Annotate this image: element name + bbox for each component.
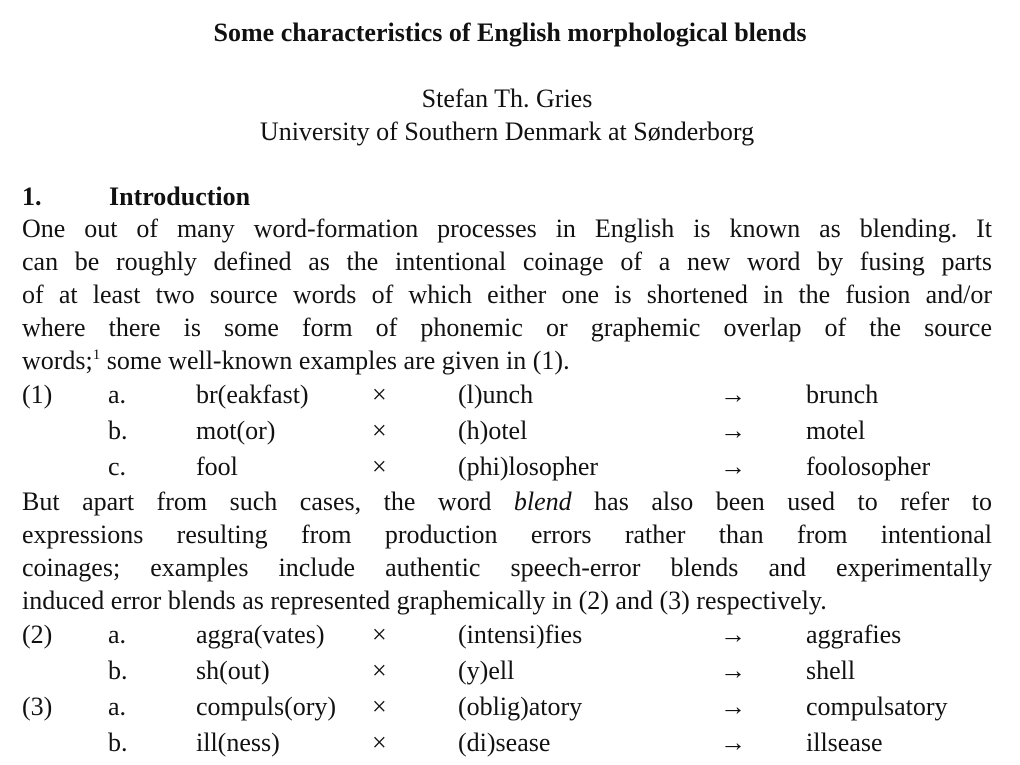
source-word-2: (y)ell bbox=[458, 656, 515, 685]
arrow-right-icon: → bbox=[720, 452, 746, 481]
text-line: can be roughly defined as the intentional coinage of a new word by fusing parts bbox=[22, 247, 992, 276]
blend-result: brunch bbox=[806, 380, 879, 409]
arrow-right-icon: → bbox=[720, 416, 746, 445]
blend-result: compulsatory bbox=[806, 692, 948, 721]
times-icon: × bbox=[372, 692, 387, 721]
text-line: of at least two source words of which either one is shortened in the fusion and/or bbox=[22, 280, 992, 309]
arrow-right-icon: → bbox=[720, 692, 746, 721]
source-word-1: compuls(ory) bbox=[196, 692, 337, 721]
arrow-right-icon: → bbox=[720, 620, 746, 649]
example-row bbox=[22, 414, 1002, 450]
text-fragment: some well-known examples are given in (1). bbox=[100, 346, 570, 375]
text-line: coinages; examples include authentic speech-error blends and experimentally bbox=[22, 553, 992, 582]
author-affiliation: University of Southern Denmark at Sønderborg bbox=[259, 117, 755, 146]
section-title: Introduction bbox=[109, 182, 251, 211]
blend-result: shell bbox=[806, 656, 856, 685]
blend-result: motel bbox=[806, 416, 866, 445]
text-fragment: But apart from such cases, the word bbox=[22, 487, 514, 516]
example-row bbox=[22, 654, 1002, 690]
source-word-2: (intensi)fies bbox=[458, 620, 583, 649]
footnote-marker: 1 bbox=[92, 347, 101, 363]
source-word-2: (oblig)atory bbox=[458, 692, 583, 721]
example-letter: a. bbox=[108, 620, 127, 649]
paper-title: Some characteristics of English morphological blends bbox=[213, 18, 807, 47]
example-number: (2) bbox=[22, 620, 53, 649]
times-icon: × bbox=[372, 452, 387, 481]
text-line: where there is some form of phonemic or graphemic overlap of the source bbox=[22, 313, 992, 342]
arrow-right-icon: → bbox=[720, 380, 746, 409]
source-word-2: (phi)losopher bbox=[458, 452, 599, 481]
text-line: expressions resulting from production errors rather than from intentional bbox=[22, 520, 992, 549]
text-line bbox=[22, 485, 992, 518]
source-word-1: fool bbox=[196, 452, 238, 481]
source-word-2: (h)otel bbox=[458, 416, 528, 445]
paragraph-second bbox=[22, 485, 992, 617]
example-row bbox=[22, 618, 1002, 654]
example-number: (3) bbox=[22, 692, 53, 721]
example-row bbox=[22, 690, 1002, 726]
text-fragment: words; bbox=[22, 346, 93, 375]
section-heading bbox=[22, 180, 250, 214]
example-letter: a. bbox=[108, 380, 127, 409]
blend-result: illsease bbox=[806, 728, 883, 757]
source-word-2: (di)sease bbox=[458, 728, 551, 757]
blend-result: aggrafies bbox=[806, 620, 902, 649]
text-line: One out of many word-formation processes in English is known as blending. It bbox=[22, 214, 992, 243]
example-letter: b. bbox=[108, 656, 128, 685]
times-icon: × bbox=[372, 728, 387, 757]
arrow-right-icon: → bbox=[720, 728, 746, 757]
blend-result: foolosopher bbox=[806, 452, 931, 481]
italic-term: blend bbox=[513, 487, 572, 516]
source-word-1: aggra(vates) bbox=[196, 620, 325, 649]
example-letter: b. bbox=[108, 728, 128, 757]
text-line: induced error blends as represented graphemically in (2) and (3) respectively. bbox=[22, 586, 827, 615]
source-word-1: sh(out) bbox=[196, 656, 270, 685]
example-letter: b. bbox=[108, 416, 128, 445]
source-word-1: ill(ness) bbox=[196, 728, 280, 757]
text-fragment: has also been used to refer to bbox=[571, 487, 993, 516]
section-number: 1. bbox=[22, 182, 42, 211]
source-word-2: (l)unch bbox=[458, 380, 534, 409]
arrow-right-icon: → bbox=[720, 656, 746, 685]
example-row bbox=[22, 726, 1002, 762]
author-name: Stefan Th. Gries bbox=[421, 84, 593, 113]
paragraph-intro bbox=[22, 212, 992, 377]
times-icon: × bbox=[372, 656, 387, 685]
times-icon: × bbox=[372, 620, 387, 649]
example-row bbox=[22, 378, 1002, 414]
example-letter: c. bbox=[108, 452, 127, 481]
example-row bbox=[22, 450, 1002, 486]
times-icon: × bbox=[372, 380, 387, 409]
text-line bbox=[22, 344, 992, 377]
source-word-1: br(eakfast) bbox=[196, 380, 309, 409]
source-word-1: mot(or) bbox=[196, 416, 276, 445]
example-letter: a. bbox=[108, 692, 127, 721]
example-number: (1) bbox=[22, 380, 53, 409]
times-icon: × bbox=[372, 416, 387, 445]
